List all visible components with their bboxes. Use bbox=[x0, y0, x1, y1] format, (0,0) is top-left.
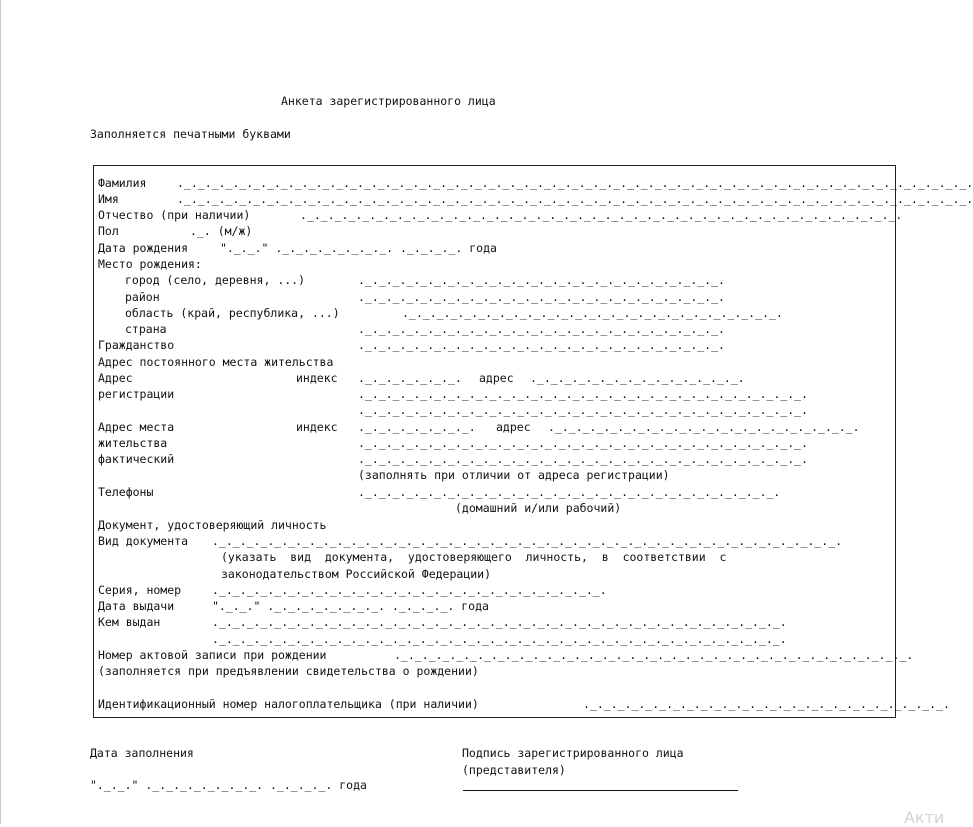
birth-place-label: Место рождения: bbox=[98, 257, 202, 271]
gender-field[interactable]: ._. (м/ж) bbox=[190, 224, 253, 238]
birth-date-label: Дата рождения bbox=[98, 241, 189, 255]
doc-type-label: Вид документа bbox=[98, 534, 189, 548]
page-left-edge bbox=[0, 0, 1, 824]
act-address-label-line1: Адрес места bbox=[98, 420, 175, 434]
citizenship-field[interactable]: ._._._._._._._._._._._._._._._._._._._._._._._._._._. bbox=[358, 338, 725, 352]
act-address-field-3[interactable]: ._._._._._._._._._._._._._._._._._._._._._._._._._._._._._._._._. bbox=[358, 452, 809, 466]
reg-address-label-line1: Адрес bbox=[98, 371, 133, 385]
name-label: Имя bbox=[98, 192, 119, 206]
surname-field[interactable]: ._._._._._._._._._._._._._._._._._._._._._._._._._._._._._._._._._._._._._._._._._._._._._._._._._._._._._._._._._. bbox=[177, 176, 973, 190]
region-field[interactable]: ._._._._._._._._._._._._._._._._._._._._._._._._._._._. bbox=[402, 306, 783, 320]
reg-address-field-2[interactable]: ._._._._._._._._._._._._._._._._._._._._._._._._._._._._._._._._. bbox=[358, 387, 809, 401]
birth-record-field[interactable]: ._._._._._._._._._._._._._._._._._._._._._._._._._._._._._._._._._._._._._. bbox=[394, 648, 914, 662]
district-label: район bbox=[125, 290, 160, 304]
city-label: город (село, деревня, ...) bbox=[125, 273, 306, 287]
act-index-label: индекс bbox=[296, 420, 338, 434]
id-document-heading: Документ, удостоверяющий личность bbox=[98, 518, 327, 532]
birth-record-label: Номер актовой записи при рождении bbox=[98, 648, 327, 662]
reg-address-field-1[interactable]: ._._._._._._._._._._._._._._._. bbox=[530, 371, 745, 385]
signature-label-line1: Подпись зарегистрированного лица bbox=[462, 746, 684, 760]
doc-type-note-line1: (указать вид документа, удостоверяющего личность, в соответствии с bbox=[221, 550, 727, 564]
country-field[interactable]: ._._._._._._._._._._._._._._._._._._._._._._._._._._. bbox=[358, 322, 725, 336]
series-number-label: Серия, номер bbox=[98, 583, 182, 597]
signature-label-line2: (представителя) bbox=[462, 763, 566, 777]
activation-watermark: Акти bbox=[904, 808, 945, 827]
signature-line[interactable] bbox=[463, 790, 738, 791]
country-label: страна bbox=[125, 322, 167, 336]
inn-field[interactable]: ._._._._._._._._._._._._._._._._._._._._._._._._._._. bbox=[583, 697, 950, 711]
issued-by-label: Кем выдан bbox=[98, 615, 161, 629]
reg-index-field[interactable]: ._._._._._._._. bbox=[358, 371, 462, 385]
series-number-field[interactable]: ._._._._._._._._._._._._._._._._._._._._._._._._._._._._. bbox=[212, 583, 607, 597]
region-label: область (край, республика, ...) bbox=[125, 306, 340, 320]
gender-label: Пол bbox=[98, 224, 119, 238]
issued-by-field-2[interactable]: ._._._._._._._._._._._._._._._._._._._._._._._._._._._._._._._._._._._._._._._._._. bbox=[212, 632, 787, 646]
issued-by-field-1[interactable]: ._._._._._._._._._._._._._._._._._._._._._._._._._._._._._._._._._._._._._._._._._. bbox=[212, 615, 787, 629]
reg-address-field-3[interactable]: ._._._._._._._._._._._._._._._._._._._._._._._._._._._._._._._._. bbox=[358, 403, 809, 417]
birth-date-field[interactable]: "._._." ._._._._._._._._. ._._._._. года bbox=[220, 241, 497, 255]
name-field[interactable]: ._._._._._._._._._._._._._._._._._._._._._._._._._._._._._._._._._._._._._._._._._._._._._._._._._._._._._._._._._. bbox=[177, 192, 973, 206]
act-address-label-line3: фактический bbox=[98, 452, 175, 466]
reg-address-label-line2: регистрации bbox=[98, 387, 175, 401]
reg-address-word: адрес bbox=[479, 371, 514, 385]
act-address-note: (заполнять при отличии от адреса регистрации) bbox=[358, 468, 670, 482]
surname-label: Фамилия bbox=[98, 176, 147, 190]
act-address-field-1[interactable]: ._._._._._._._._._._._._._._._._._._._._._._. bbox=[548, 420, 860, 434]
phones-label: Телефоны bbox=[98, 485, 154, 499]
phones-field[interactable]: ._._._._._._._._._._._._._._._._._._._._._._._._._._._._._._. bbox=[358, 485, 781, 499]
doc-type-note-line2: законодательством Российской Федерации) bbox=[221, 567, 492, 581]
district-field[interactable]: ._._._._._._._._._._._._._._._._._._._._._._._._._._. bbox=[358, 290, 725, 304]
act-address-field-2[interactable]: ._._._._._._._._._._._._._._._._._._._._._._._._._._._._._._._._. bbox=[358, 436, 809, 450]
doc-type-field[interactable]: ._._._._._._._._._._._._._._._._._._._._._._._._._._._._._._._._._._._._._._._._._._._._._. bbox=[212, 534, 843, 548]
fill-date-field[interactable]: "._._." ._._._._._._._._. ._._._._. года bbox=[90, 778, 367, 792]
city-field[interactable]: ._._._._._._._._._._._._._._._._._._._._._._._._._._. bbox=[358, 273, 725, 287]
citizenship-label: Гражданство bbox=[98, 338, 175, 352]
act-address-word: адрес bbox=[496, 420, 531, 434]
phones-note: (домашний и/или рабочий) bbox=[455, 501, 622, 515]
reg-index-label: индекс bbox=[296, 371, 338, 385]
birth-record-note: (заполняется при предъявлении свидетельства о рождении) bbox=[98, 664, 479, 678]
page-title: Анкета зарегистрированного лица bbox=[281, 94, 496, 108]
act-address-label-line2: жительства bbox=[98, 436, 168, 450]
patronymic-label: Отчество (при наличии) bbox=[98, 208, 251, 222]
patronymic-field[interactable]: ._._._._._._._._._._._._._._._._._._._._._._._._._._._._._._._._._._._._._._._._._._._. bbox=[300, 208, 903, 222]
residence-heading: Адрес постоянного места жительства bbox=[98, 355, 334, 369]
issue-date-label: Дата выдачи bbox=[98, 599, 175, 613]
fill-instruction: Заполняется печатными буквами bbox=[90, 127, 291, 141]
act-index-field[interactable]: ._._._._._._._._. bbox=[358, 420, 476, 434]
fill-date-label: Дата заполнения bbox=[90, 746, 194, 760]
issue-date-field[interactable]: "._._." ._._._._._._._._. ._._._._. года bbox=[212, 599, 489, 613]
inn-label: Идентификационный номер налогоплательщика (при наличии) bbox=[98, 697, 479, 711]
